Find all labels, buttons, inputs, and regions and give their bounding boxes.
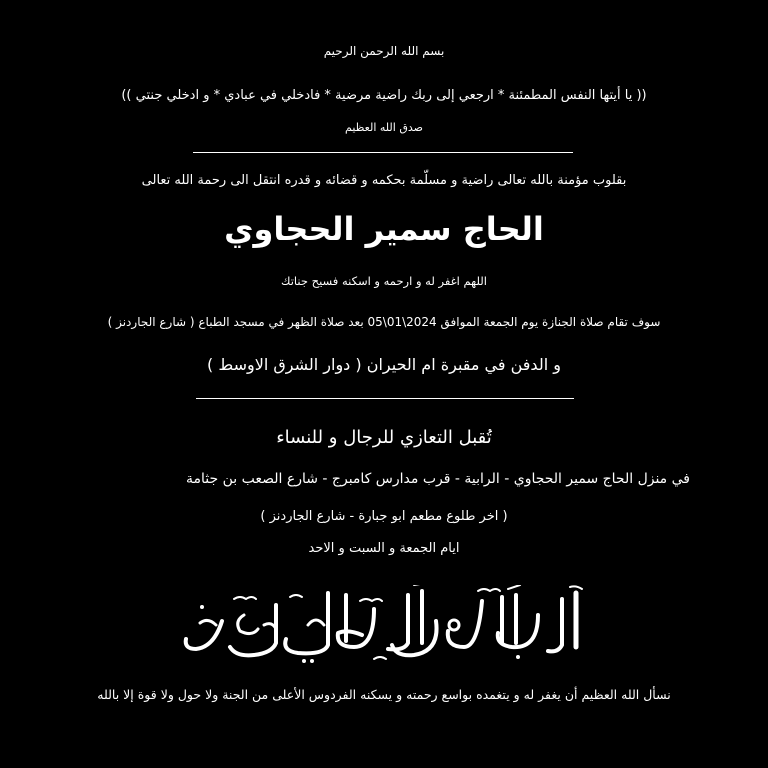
- condolences-title: تُقبل التعازي للرجال و للنساء: [276, 427, 492, 448]
- calligraphy-image: [178, 585, 590, 665]
- intro-text: بقلوب مؤمنة بالله تعالى راضية و مسلّمة بحكمه و قضائه و قدره انتقل الى رحمة الله تعالى: [141, 173, 627, 188]
- sadaq-text: صدق الله العظيم: [345, 121, 423, 134]
- condolences-address: في منزل الحاج سمير الحجاوي - الرابية - قرب مدارس كامبرج - شارع الصعب بن جثامة: [186, 471, 690, 487]
- prayer-text: اللهم اغفر له و ارحمه و اسكنه فسيح جناتك: [281, 274, 487, 288]
- condolences-days: ايام الجمعة و السبت و الاحد: [308, 541, 460, 556]
- funeral-details: سوف تقام صلاة الجنازة يوم الجمعة الموافق 2024\01\05 بعد صلاة الظهر في مسجد الطباع ( شارع الجاردنز ): [107, 315, 661, 329]
- deceased-name: الحاج سمير الحجاوي: [224, 210, 544, 248]
- basmala-text: بسم الله الرحمن الرحيم: [323, 44, 445, 58]
- top-divider: [193, 152, 573, 153]
- middle-divider: [196, 398, 574, 399]
- quran-verse: (( يا أيتها النفس المطمئنة * ارجعي إلى ربك راضية مرضية * فادخلي في عبادي * و ادخلي جنتي )): [121, 88, 647, 103]
- burial-details: و الدفن في مقبرة ام الحيران ( دوار الشرق الاوسط ): [207, 355, 561, 374]
- closing-prayer: نسأل الله العظيم أن يغفر له و يتغمده بواسع رحمته و يسكنه الفردوس الأعلى من الجنة ولا حول ولا قوة إلا بالله: [97, 687, 671, 702]
- condolences-address-detail: ( اخر طلوع مطعم ابو جبارة - شارع الجاردنز ): [260, 509, 508, 524]
